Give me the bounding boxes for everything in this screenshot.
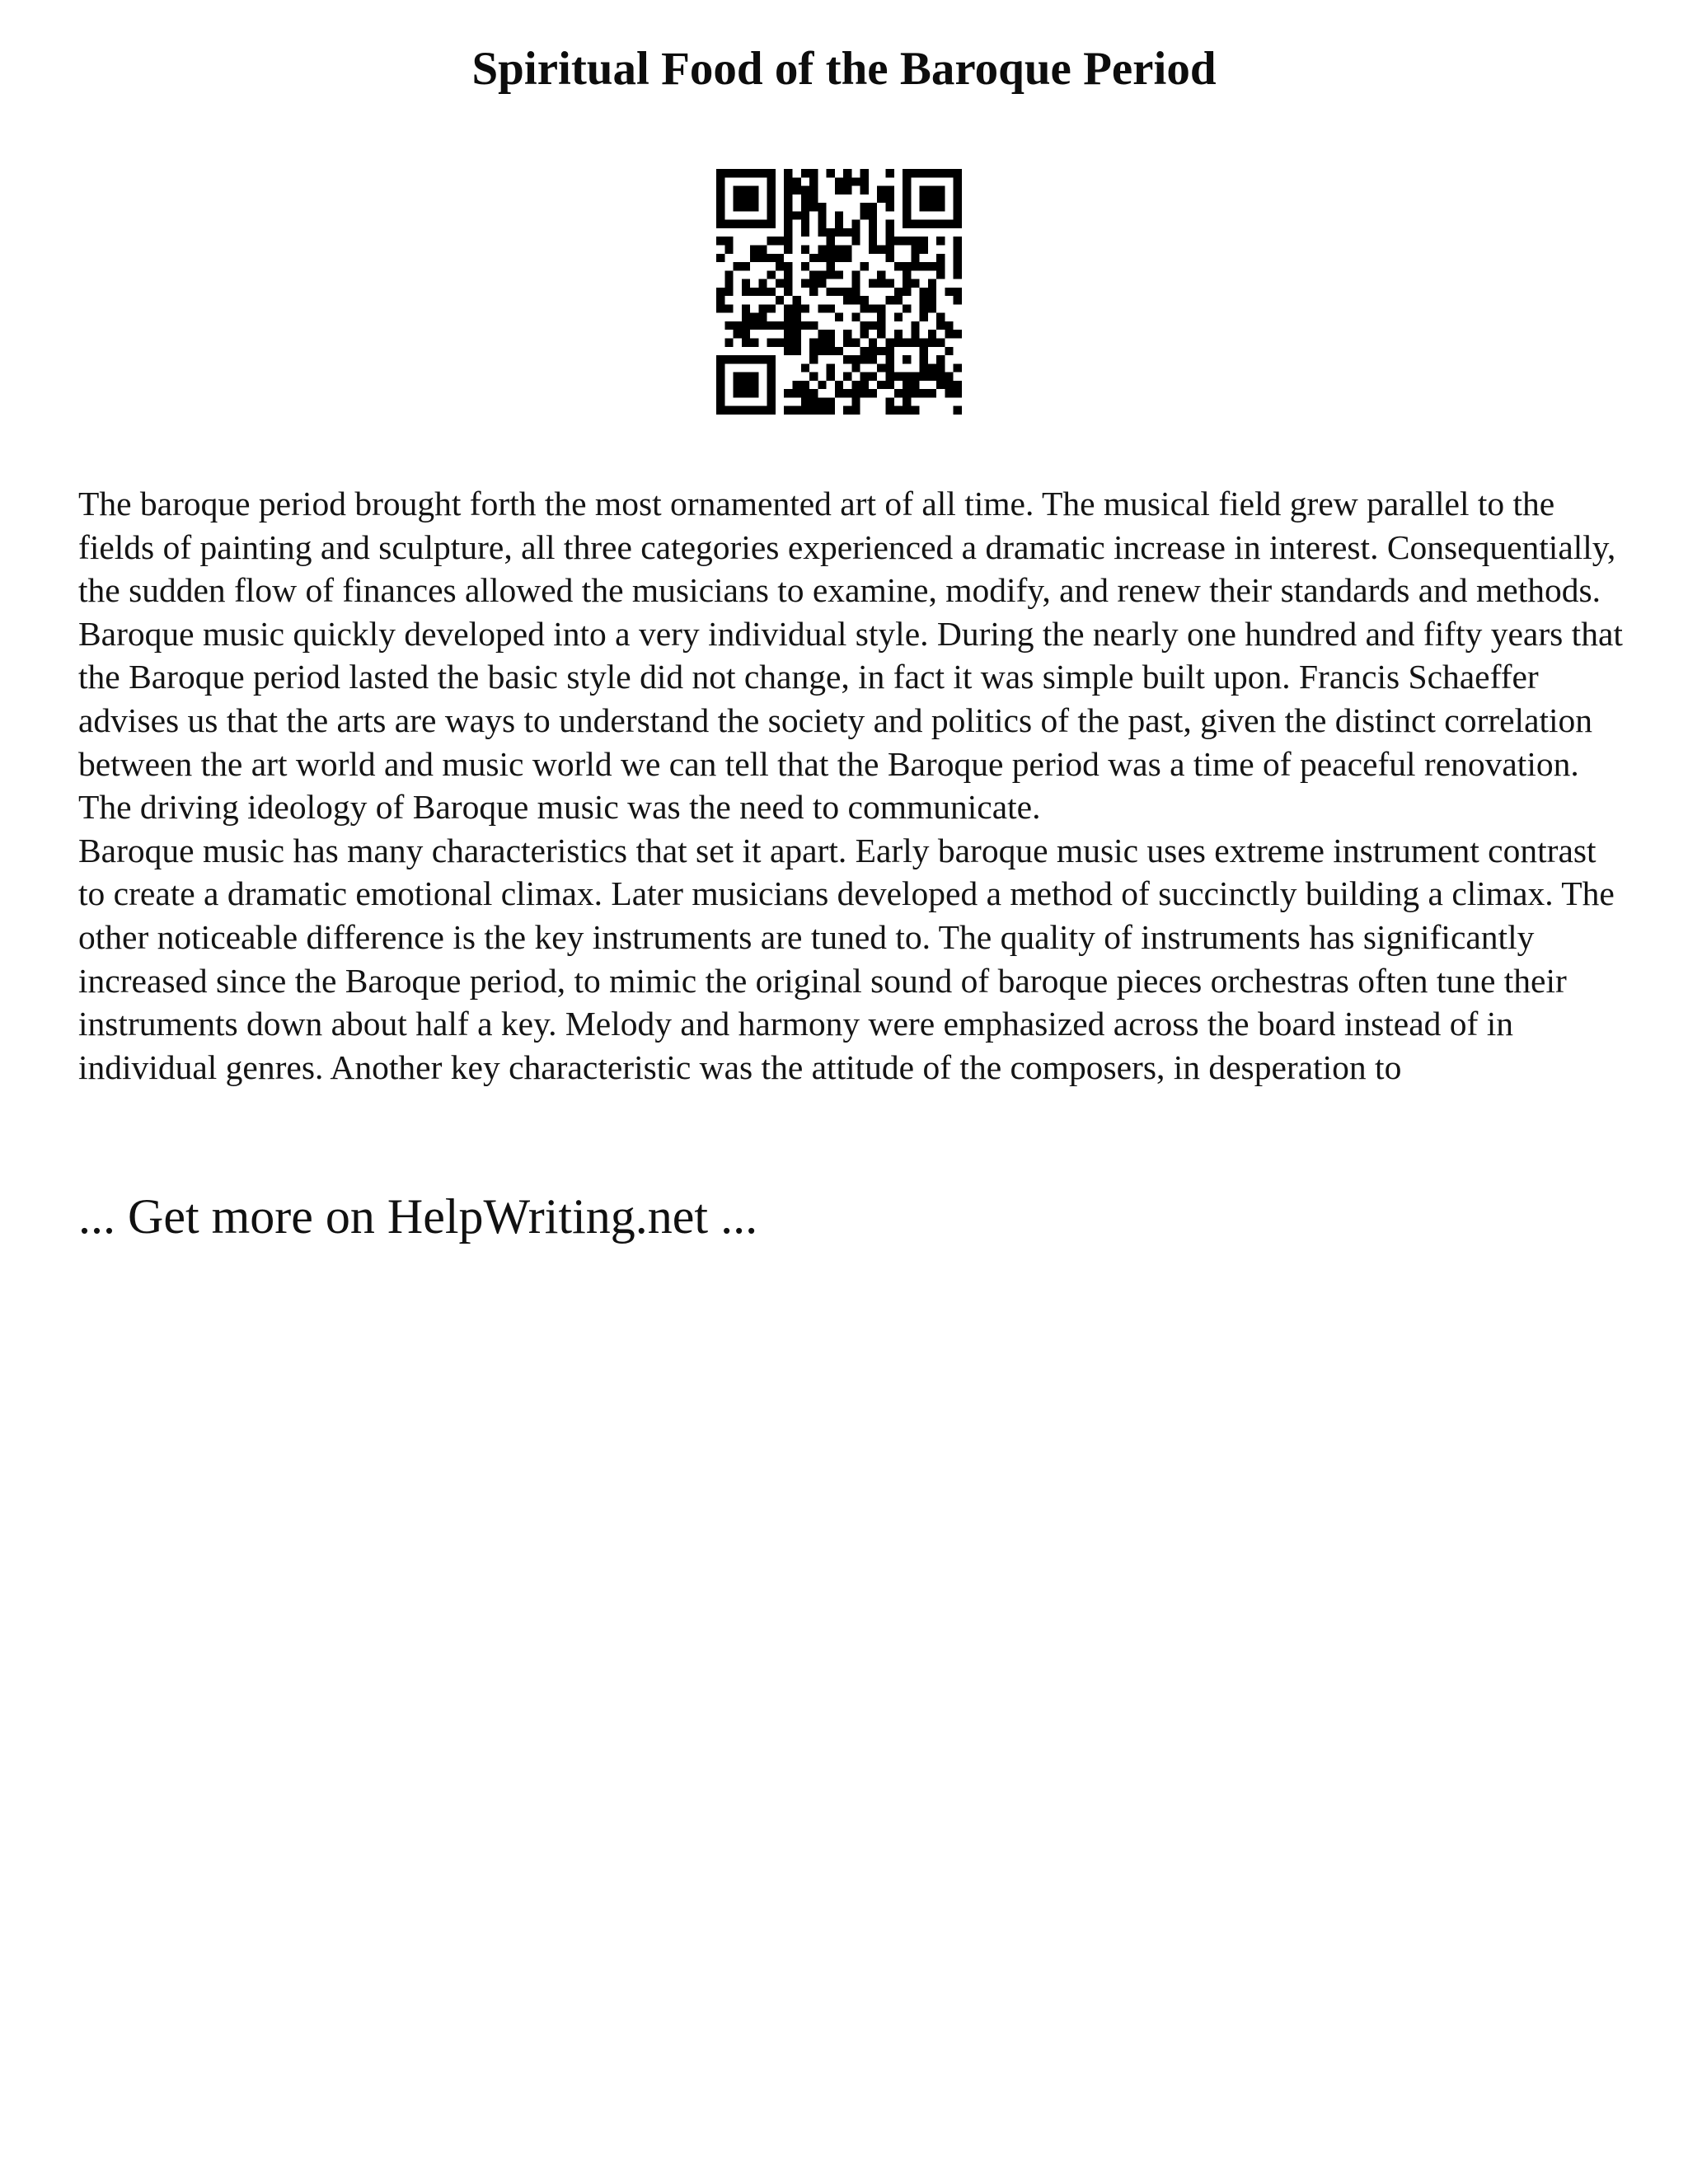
get-more-link[interactable]: ... Get more on HelpWriting.net ... <box>78 1189 758 1244</box>
page-title: Spiritual Food of the Baroque Period <box>471 43 1217 95</box>
qr-code-icon <box>716 169 962 415</box>
article-body <box>78 482 1628 1089</box>
qr-code <box>716 169 962 415</box>
paragraph-2: Baroque music has many characteristics that set it apart. Early baroque music uses extreme instrument contrast to create a dramatic emotional climax. Later musicians developed a method of succinctly building a climax. The other noticeable difference is the key instruments are tuned to. The quality of instruments has significantly increased since the Baroque period, to mimic the original sound of baroque pieces orchestras often tune their instruments down about half a key. Melody and harmony were emphasized across the board instead of in individual genres. Another key characteristic was the attitude of the composers, in desperation to <box>78 831 1615 1086</box>
paragraph-1: The baroque period brought forth the most ornamented art of all time. The musical field grew parallel to the fields of painting and sculpture, all three categories experienced a dramatic increase in interest. Consequentially, the sudden flow of finances allowed the musicians to examine, modify, and renew their standards and methods. Baroque music quickly developed into a very individual style. During the nearly one hundred and fifty years that the Baroque period lasted the basic style did not change, in fact it was simple built upon. Francis Schaeffer advises us that the arts are ways to understand the society and politics of the past, given the distinct correlation between the art world and music world we can tell that the Baroque period was a time of peaceful renovation. The driving ideology of Baroque music was the need to communicate. <box>78 485 1623 827</box>
